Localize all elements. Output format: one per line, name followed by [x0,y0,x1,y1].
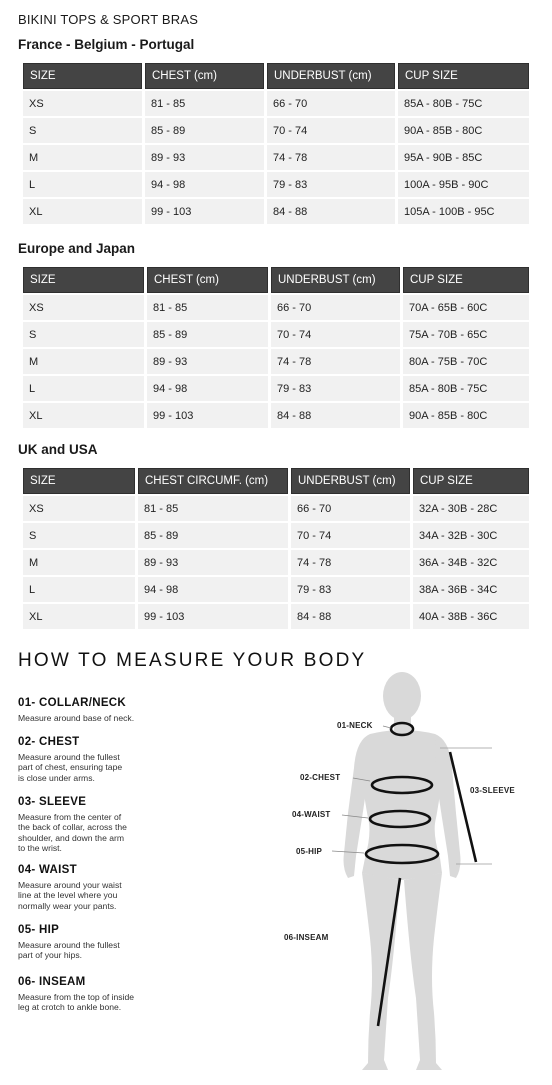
table-cell: XL [23,403,144,428]
size-table-france-belgium-portugal [20,61,532,226]
step-description-line: part of your hips. [18,950,83,961]
table-cell: 85 - 89 [147,322,268,347]
table-cell: 85 - 89 [145,118,264,143]
column-header: CUP SIZE [398,63,529,89]
table-cell: 70 - 74 [291,523,410,548]
table-row [23,550,529,575]
step-title: 02- CHEST [18,736,80,748]
table-cell: 70A - 65B - 60C [403,295,529,320]
figure-label-sleeve: 03-SLEEVE [470,786,515,795]
table-cell: 79 - 83 [271,376,400,401]
step-description [18,713,168,723]
step-title: 05- HIP [18,924,60,936]
step-description-line: part of chest, ensuring tape [18,762,123,773]
table-cell: 89 - 93 [138,550,288,575]
table-cell: 99 - 103 [145,199,264,224]
neck-leader [383,726,391,728]
step-neck [18,697,168,723]
table-cell: 85 - 89 [138,523,288,548]
step-description-line: normally wear your pants. [18,900,117,911]
table-cell: 100A - 95B - 90C [398,172,529,197]
table-cell: 74 - 78 [267,145,395,170]
step-description [18,940,168,961]
table-row [23,349,529,374]
table-cell: XS [23,496,135,521]
column-header: CHEST (cm) [147,267,268,293]
table-cell: 40A - 38B - 36C [413,604,529,629]
table-cell: S [23,523,135,548]
size-table-uk-usa [20,466,532,631]
table-row [23,172,529,197]
table-cell: 90A - 85B - 80C [398,118,529,143]
table-cell: 81 - 85 [145,91,264,116]
table-cell: 32A - 30B - 28C [413,496,529,521]
table-row [23,118,529,143]
table-row [23,577,529,602]
table-cell: M [23,349,144,374]
body-silhouette [270,668,552,1080]
column-header: CUP SIZE [413,468,529,494]
step-title: 04- WAIST [18,864,77,876]
table-cell: 99 - 103 [138,604,288,629]
table-cell: M [23,145,142,170]
table-cell: 94 - 98 [145,172,264,197]
table-row [23,496,529,521]
table-row [23,145,529,170]
table-cell: 95A - 90B - 85C [398,145,529,170]
figure-label-waist: 04-WAIST [292,810,331,819]
column-header: SIZE [23,63,142,89]
table-row [23,322,529,347]
region-title-france-belgium-portugal: France - Belgium - Portugal [18,37,195,52]
step-waist [18,864,168,911]
column-header: CHEST CIRCUMF. (cm) [138,468,288,494]
step-description [18,812,168,854]
table-cell: 70 - 74 [267,118,395,143]
table-cell: 81 - 85 [147,295,268,320]
table-cell: XL [23,604,135,629]
table-row [23,199,529,224]
figure-label-chest: 02-CHEST [300,773,341,782]
step-description-line: Measure from the center of [18,812,122,822]
step-title: 03- SLEEVE [18,796,87,808]
table-cell: M [23,550,135,575]
step-description-line: is close under arms. [18,772,95,783]
table-cell: L [23,577,135,602]
table-cell: XS [23,295,144,320]
table-cell: 79 - 83 [291,577,410,602]
table-cell: 84 - 88 [267,199,395,224]
step-sleeve [18,796,168,854]
table-cell: S [23,118,142,143]
step-hip [18,924,168,961]
step-title: 01- COLLAR/NECK [18,697,127,709]
table-header-row [23,267,529,293]
region-title-uk-usa: UK and USA [18,442,98,457]
table-row [23,523,529,548]
column-header: UNDERBUST (cm) [267,63,395,89]
column-header: UNDERBUST (cm) [291,468,410,494]
table-cell: L [23,376,144,401]
table-cell: 89 - 93 [147,349,268,374]
step-description [18,752,168,783]
table-cell: 84 - 88 [291,604,410,629]
table-cell: 66 - 70 [271,295,400,320]
table-row [23,604,529,629]
table-cell: 75A - 70B - 65C [403,322,529,347]
step-description-line: leg at crotch to ankle bone. [18,1002,122,1013]
region-title-europe-japan: Europe and Japan [18,241,136,256]
figure-label-neck: 01-NECK [337,721,373,730]
step-description-line: Measure from the top of inside [18,992,135,1002]
step-inseam [18,976,168,1013]
table-cell: 89 - 93 [145,145,264,170]
measure-title: HOW TO MEASURE YOUR BODY [18,650,367,671]
table-cell: 99 - 103 [147,403,268,428]
table-cell: 94 - 98 [138,577,288,602]
column-header: CUP SIZE [403,267,529,293]
table-cell: 74 - 78 [291,550,410,575]
table-cell: 79 - 83 [267,172,395,197]
body-measurement-figure [270,668,552,1080]
step-description-line: Measure around base of neck. [18,713,135,723]
table-cell: 74 - 78 [271,349,400,374]
step-description-line: line at the level where you [18,890,118,901]
table-row [23,376,529,401]
step-description-line: to the wrist. [18,843,62,854]
step-description-line: Measure around the fullest [18,752,120,762]
table-cell: 70 - 74 [271,322,400,347]
table-cell: 34A - 32B - 30C [413,523,529,548]
table-cell: 84 - 88 [271,403,400,428]
step-title: 06- INSEAM [18,976,86,988]
table-row [23,295,529,320]
table-cell: XS [23,91,142,116]
table-cell: 80A - 75B - 70C [403,349,529,374]
table-cell: S [23,322,144,347]
step-chest [18,736,168,783]
table-cell: 90A - 85B - 80C [403,403,529,428]
step-description-line: the back of collar, across the [18,822,127,833]
step-description-line: Measure around the fullest [18,940,120,950]
table-cell: XL [23,199,142,224]
table-header-row [23,468,529,494]
table-row [23,91,529,116]
step-description [18,880,168,911]
table-cell: 85A - 80B - 75C [398,91,529,116]
table-cell: L [23,172,142,197]
table-cell: 105A - 100B - 95C [398,199,529,224]
step-description-line: Measure around your waist [18,880,122,890]
table-cell: 66 - 70 [267,91,395,116]
page-title: BIKINI TOPS & SPORT BRAS [18,12,199,27]
table-cell: 81 - 85 [138,496,288,521]
table-row [23,403,529,428]
size-table-europe-japan [20,265,532,430]
table-cell: 94 - 98 [147,376,268,401]
figure-label-inseam: 06-INSEAM [284,933,329,942]
figure-label-hip: 05-HIP [296,847,323,856]
table-cell: 66 - 70 [291,496,410,521]
column-header: CHEST (cm) [145,63,264,89]
step-description-line: shoulder, and down the arm [18,832,125,843]
step-description [18,992,168,1013]
column-header: UNDERBUST (cm) [271,267,400,293]
column-header: SIZE [23,468,135,494]
table-cell: 38A - 36B - 34C [413,577,529,602]
table-header-row [23,63,529,89]
table-cell: 36A - 34B - 32C [413,550,529,575]
column-header: SIZE [23,267,144,293]
table-cell: 85A - 80B - 75C [403,376,529,401]
